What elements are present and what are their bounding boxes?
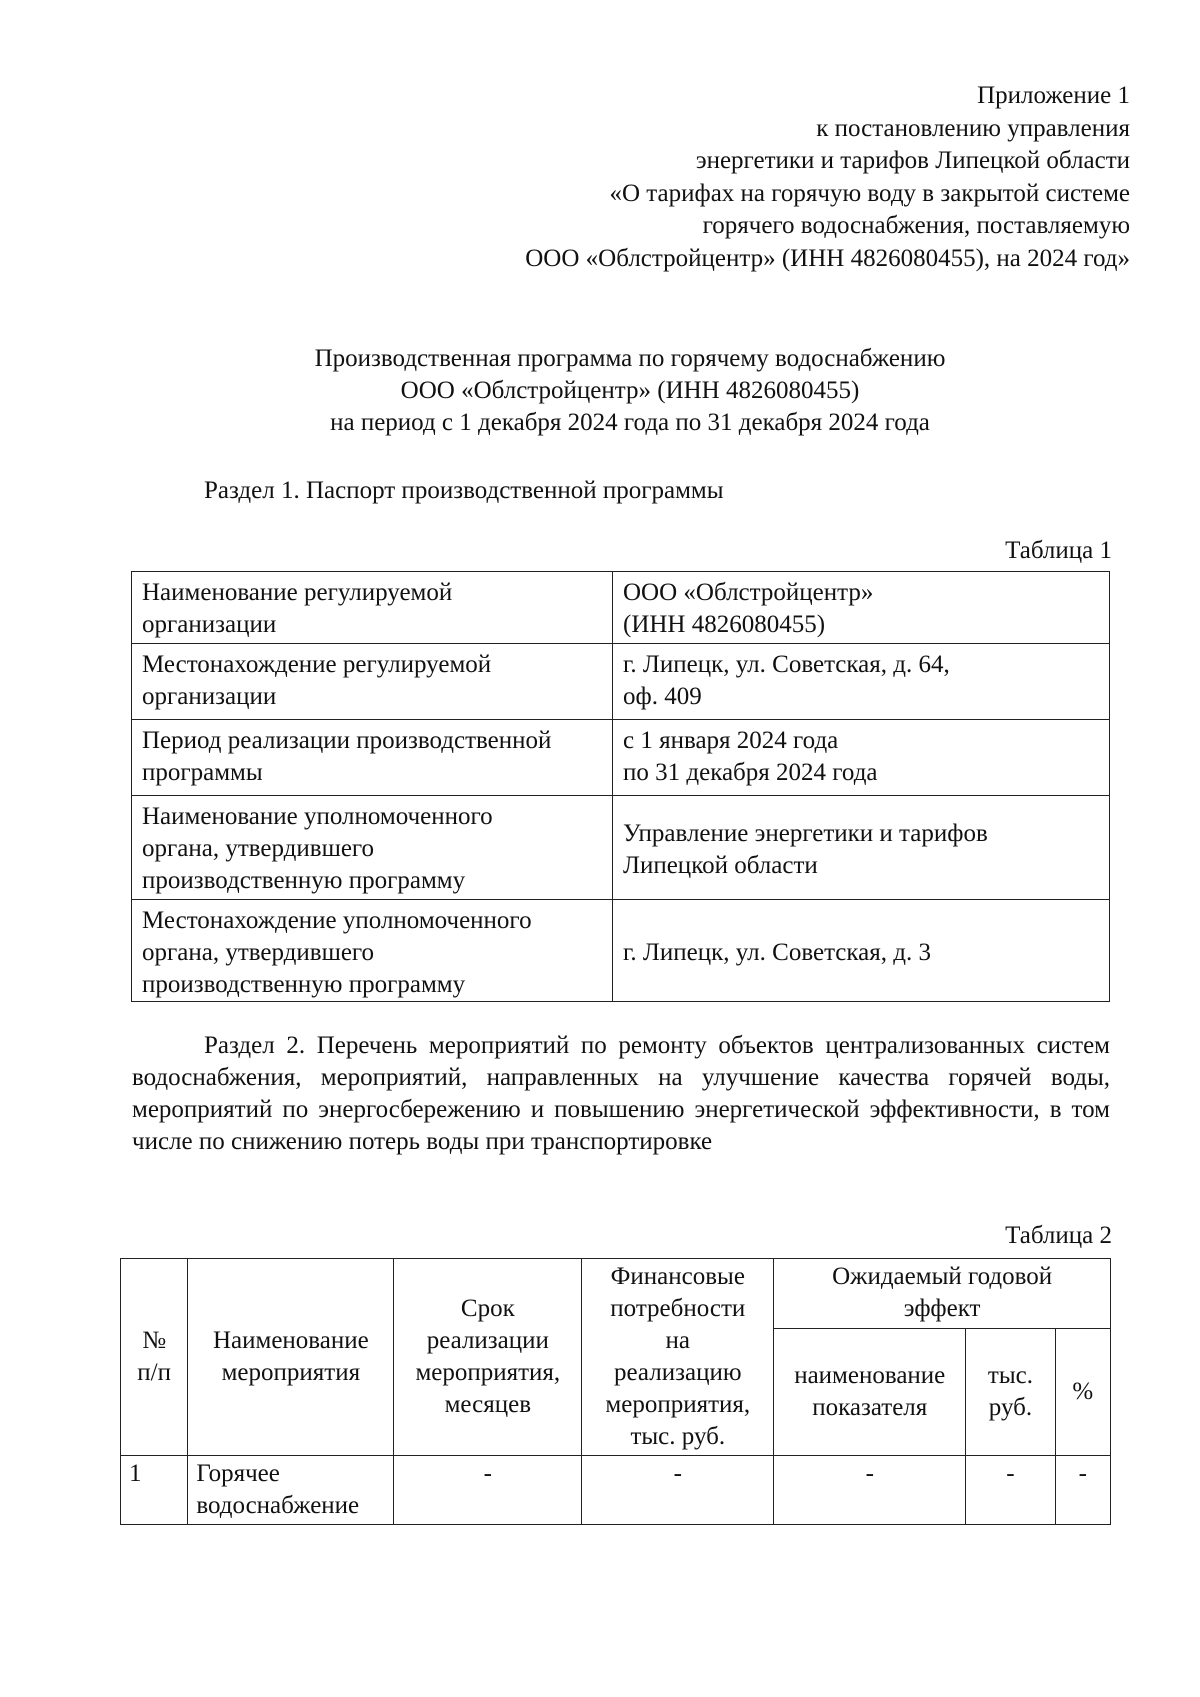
- row-label: Местонахождение регулируемой организации: [132, 644, 613, 720]
- title-line: ООО «Облстройцентр» (ИНН 4826080455): [400, 377, 860, 404]
- table-row: [132, 720, 1110, 796]
- table-row: [132, 572, 1110, 644]
- row-label: Местонахождение уполномоченного органа, утвердившего производственную программу: [132, 900, 613, 1002]
- header-thousand-rub: тыс. руб.: [966, 1328, 1055, 1455]
- header-name: Наименование мероприятия: [188, 1259, 394, 1456]
- header-row: [121, 1259, 1111, 1329]
- row-label: Наименование регулируемой организации: [132, 572, 613, 644]
- section2-text: Раздел 2. Перечень мероприятий по ремонту объектов централизованных систем водоснабжения, мероприятий, направленных на улучшение качества горячей воды, мероприятий по энергосбережению и повышению энергетической эффективности, в том числе по снижению потерь воды при транспортировке: [132, 1032, 1110, 1155]
- appendix-line: энергетики и тарифов Липецкой области: [695, 147, 1130, 174]
- header-num: № п/п: [121, 1259, 188, 1456]
- row-value: ООО «Облстройцентр» (ИНН 4826080455): [613, 572, 1110, 644]
- cell-percent: -: [1055, 1456, 1110, 1525]
- row-value: г. Липецк, ул. Советская, д. 3: [613, 900, 1110, 1002]
- title-line: на период с 1 декабря 2024 года по 31 декабря 2024 года: [330, 409, 930, 436]
- table-row: [132, 796, 1110, 900]
- cell-indicator: -: [774, 1456, 966, 1525]
- measures-table: [120, 1258, 1111, 1525]
- table1-caption: Таблица 1: [1005, 537, 1112, 564]
- cell-finance: -: [582, 1456, 774, 1525]
- appendix-line: «О тарифах на горячую воду в закрытой системе: [609, 179, 1130, 207]
- row-label: Наименование уполномоченного органа, утвердившего производственную программу: [132, 796, 613, 900]
- cell-thousand-rub: -: [966, 1456, 1055, 1525]
- row-label: Период реализации производственной программы: [132, 720, 613, 796]
- appendix-header: [300, 80, 1130, 275]
- header-finance: Финансовые потребности на реализацию мероприятия, тыс. руб.: [582, 1259, 774, 1456]
- cell-num: 1: [121, 1456, 188, 1525]
- appendix-line: горячего водоснабжения, поставляемую: [702, 212, 1130, 239]
- section2-paragraph: [132, 1030, 1110, 1158]
- document-title: [130, 343, 1130, 439]
- table2-caption: Таблица 2: [1005, 1222, 1112, 1249]
- table-row: [132, 900, 1110, 1002]
- cell-name: Горячее водоснабжение: [188, 1456, 394, 1525]
- appendix-line: Приложение 1: [977, 82, 1130, 109]
- section1-heading: Раздел 1. Паспорт производственной программы: [204, 477, 724, 504]
- table-row: [121, 1456, 1111, 1525]
- appendix-line: к постановлению управления: [816, 114, 1130, 142]
- row-value: г. Липецк, ул. Советская, д. 64, оф. 409: [613, 644, 1110, 720]
- header-term: Срок реализации мероприятия, месяцев: [394, 1259, 582, 1456]
- title-line: Производственная программа по горячему водоснабжению: [314, 345, 946, 372]
- cell-term: -: [394, 1456, 582, 1525]
- passport-table: [131, 571, 1110, 1002]
- header-percent: %: [1055, 1328, 1110, 1455]
- row-value: с 1 января 2024 года по 31 декабря 2024 года: [613, 720, 1110, 796]
- appendix-line: ООО «Облстройцентр» (ИНН 4826080455), на 2024 год»: [525, 244, 1130, 272]
- header-effect: Ожидаемый годовой эффект: [774, 1259, 1111, 1329]
- row-value: Управление энергетики и тарифов Липецкой области: [613, 796, 1110, 900]
- header-indicator: наименование показателя: [774, 1328, 966, 1455]
- table-row: [132, 644, 1110, 720]
